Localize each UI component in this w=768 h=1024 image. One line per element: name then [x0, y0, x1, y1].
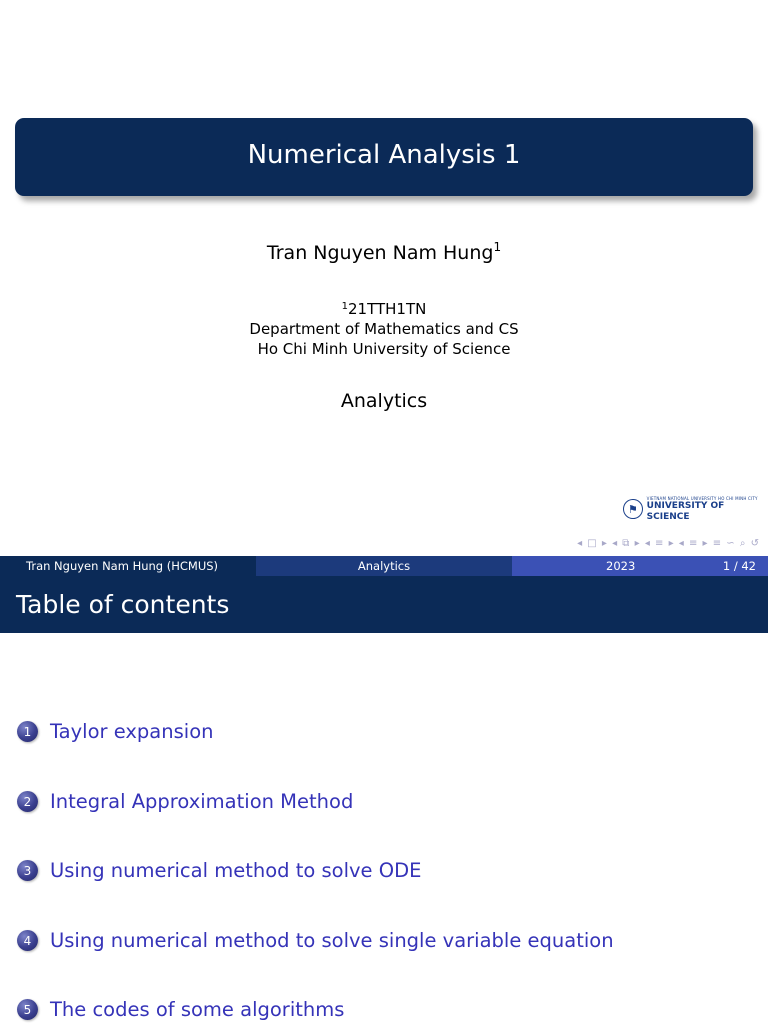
toc-number-badge: 2 [17, 791, 38, 812]
toc-item-label[interactable]: Taylor expansion [50, 720, 214, 743]
affiliation-code: 21TTH1TN [348, 300, 427, 318]
toc-item-label[interactable]: The codes of some algorithms [50, 998, 345, 1021]
toc-item-2[interactable] [17, 790, 353, 813]
title-box [15, 118, 753, 196]
author-name: Tran Nguyen Nam Hung [266, 242, 494, 264]
university-name: Ho Chi Minh University of Science [257, 340, 511, 358]
department-name: Department of Mathematics and CS [249, 320, 519, 338]
footer-right [512, 556, 768, 576]
toc-item-1[interactable] [17, 720, 213, 743]
toc-slide [0, 576, 768, 1024]
presentation-title: Numerical Analysis 1 [247, 140, 521, 170]
author-line [0, 240, 768, 264]
toc-number-badge: 4 [17, 930, 38, 951]
logo-texts [647, 496, 768, 523]
toc-heading: Table of contents [16, 590, 230, 619]
footer-year: 2023 [606, 559, 636, 573]
toc-item-label[interactable]: Using numerical method to solve single variable equation [50, 929, 614, 952]
toc-number-badge: 1 [17, 721, 38, 742]
footer-author: Tran Nguyen Nam Hung (HCMUS) [0, 556, 256, 576]
toc-item-label[interactable]: Using numerical method to solve ODE [50, 859, 422, 882]
university-emblem-icon: ⚑ [623, 499, 643, 519]
toc-item-3[interactable] [17, 859, 421, 882]
footer-page-number: 1 / 42 [722, 559, 756, 573]
affiliation-line [0, 297, 768, 319]
toc-item-5[interactable] [17, 998, 344, 1021]
author-footnote-mark: 1 [493, 240, 502, 254]
university-logo [623, 495, 768, 522]
toc-number-badge: 5 [17, 999, 38, 1020]
affiliation-footnote-mark: 1 [341, 301, 348, 312]
institution-block [0, 297, 768, 359]
toc-header-bar [0, 576, 768, 633]
toc-item-4[interactable] [17, 929, 614, 952]
subject-line: Analytics [340, 390, 428, 412]
toc-number-badge: 3 [17, 860, 38, 881]
slide-footer [0, 556, 768, 576]
logo-small-text: VIETNAM NATIONAL UNIVERSITY HO CHI MINH CITY [646, 495, 758, 501]
toc-item-label[interactable]: Integral Approximation Method [50, 790, 354, 813]
beamer-navigation-symbols[interactable]: ◂ □ ▸ ◂ ⧉ ▸ ◂ ≡ ▸ ◂ ≡ ▸ ≡ ∽ ⌕ ↺ [577, 538, 760, 549]
logo-big-text: UNIVERSITY OF SCIENCE [646, 500, 725, 522]
footer-title: Analytics [256, 556, 512, 576]
